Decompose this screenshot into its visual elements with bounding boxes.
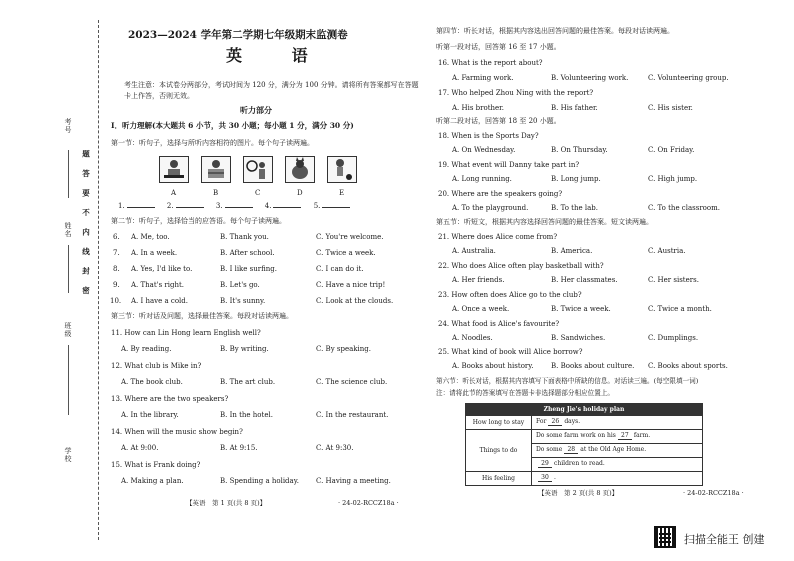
blank-29[interactable]: 29	[538, 461, 552, 468]
section-1-title: Ⅰ．听力理解(本大题共 6 小节，共 30 小题；每小题 1 分，满分 30 分)	[111, 121, 354, 130]
q7-option-c[interactable]: C. Twice a week.	[316, 249, 376, 257]
picture-e	[327, 156, 357, 183]
exam-notice: 考生注意：本试卷分两部分，考试时间为 120 分，满分为 100 分钟。请将所有答案都写在答题卡上作答，否则无效。	[124, 81, 419, 100]
q24-option-b[interactable]: B. Sandwiches.	[551, 334, 606, 342]
q11-question: 11. How can Lin Hong learn English well?	[111, 329, 261, 337]
q12-question: 12. What club is Mike in?	[111, 362, 202, 370]
farm-text: farm.	[633, 432, 651, 439]
q22-question: 22. Who does Alice often play basketball with?	[438, 262, 604, 270]
seal-dash-line	[98, 20, 99, 540]
q12-option-a[interactable]: A. The book club.	[121, 378, 183, 386]
blank-30[interactable]: 30	[538, 475, 552, 482]
q10-option-b[interactable]: B. It's sunny.	[220, 297, 266, 305]
q25-question: 25. What kind of book will Alice borrow?	[438, 348, 583, 356]
q15-option-a[interactable]: A. Making a plan.	[121, 477, 184, 485]
q17-option-a[interactable]: A. His brother.	[452, 104, 504, 112]
q23-question: 23. How often does Alice go to the club?	[438, 291, 582, 299]
q6-option-c[interactable]: C. You're welcome.	[316, 233, 384, 241]
q23-option-a[interactable]: A. Once a week.	[452, 305, 510, 313]
picture-c	[243, 156, 273, 183]
q13-question: 13. Where are the two speakers?	[111, 395, 229, 403]
q19-question: 19. What event will Danny take part in?	[438, 161, 580, 169]
q9-option-b[interactable]: B. Let's go.	[220, 281, 260, 289]
q15-option-b[interactable]: B. Spending a holiday.	[220, 477, 299, 485]
row-things-2	[532, 444, 703, 458]
q13-option-a[interactable]: A. In the library.	[121, 411, 179, 419]
days-text: days.	[564, 418, 581, 425]
footer-page-2: 【英语 第 2 页(共 8 页)】	[538, 489, 619, 497]
part-4-instruction: 第四节：听长对话，根据其内容选出回答问题的最佳答案。每段对话读两遍。	[436, 27, 674, 35]
answer-blanks-1-5	[118, 203, 352, 210]
q11-option-b[interactable]: B. By writing.	[220, 345, 269, 353]
q16-option-a[interactable]: A. Farming work.	[452, 74, 514, 82]
q18-option-c[interactable]: C. On Friday.	[648, 146, 695, 154]
q15-option-c[interactable]: C. Having a meeting.	[316, 477, 391, 485]
scanner-watermark: 扫描全能王 创建	[684, 533, 765, 546]
q18-question: 18. When is the Sports Day?	[438, 132, 539, 140]
q25-option-c[interactable]: C. Books about sports.	[648, 362, 728, 370]
q25-option-a[interactable]: A. Books about history.	[452, 362, 534, 370]
q20-option-c[interactable]: C. To the classroom.	[648, 204, 720, 212]
row-things-label: Things to do	[466, 430, 532, 472]
seal-line-text: 题答要不内线封密	[81, 150, 91, 306]
q8-number: 8.	[113, 265, 120, 273]
qr-code-icon	[654, 526, 676, 548]
q21-option-c[interactable]: C. Austria.	[648, 247, 686, 255]
q9-number: 9.	[113, 281, 120, 289]
old-age-home-text: at the Old Age Home.	[580, 446, 647, 453]
q20-question: 20. Where are the speakers going?	[438, 190, 563, 198]
q18-option-b[interactable]: B. On Thursday.	[551, 146, 608, 154]
q20-option-a[interactable]: A. To the playground.	[452, 204, 529, 212]
q24-option-a[interactable]: A. Noodles.	[452, 334, 493, 342]
q13-option-c[interactable]: C. In the restaurant.	[316, 411, 389, 419]
q8-option-c[interactable]: C. I can do it.	[316, 265, 364, 273]
q14-option-c[interactable]: C. At 9:30.	[316, 444, 354, 452]
table-title: Zheng Jie's holiday plan	[466, 404, 703, 416]
q14-option-a[interactable]: A. At 9:00.	[121, 444, 159, 452]
picture-label-a: A	[171, 189, 177, 197]
q17-question: 17. Who helped Zhou Ning with the report?	[438, 89, 594, 97]
row-how-long-value	[532, 416, 703, 430]
q22-option-a[interactable]: A. Her friends.	[452, 276, 505, 284]
q11-option-c[interactable]: C. By speaking.	[316, 345, 371, 353]
for-text: For	[536, 418, 547, 425]
q14-option-b[interactable]: B. At 9:15.	[220, 444, 258, 452]
q9-option-a[interactable]: A. That's right.	[131, 281, 185, 289]
q17-option-b[interactable]: B. His father.	[551, 104, 598, 112]
row-things-1	[532, 430, 703, 444]
q16-option-b[interactable]: B. Volunteering work.	[551, 74, 629, 82]
q24-option-c[interactable]: C. Dumplings.	[648, 334, 699, 342]
picture-b	[201, 156, 231, 183]
do-some-text: Do some	[536, 446, 563, 453]
blank-5[interactable]	[322, 207, 350, 208]
blank-26[interactable]: 26	[548, 419, 562, 426]
part-1-instruction: 第一节：听句子，选择与所听内容相符的图片。每个句子读两遍。	[111, 139, 314, 147]
picture-d	[285, 156, 315, 183]
class-line	[68, 345, 69, 415]
blank-1-label: 1.	[118, 202, 125, 210]
blank-28[interactable]: 28	[564, 447, 578, 454]
dialogue-1-note: 听第一段对话，回答第 16 至 17 小题。	[436, 43, 561, 51]
listening-part-title: 听力部分	[240, 105, 272, 115]
q16-question: 16. What is the report about?	[438, 59, 543, 67]
picture-a	[159, 156, 189, 183]
q10-number: 10.	[110, 297, 122, 305]
row-things-3	[532, 458, 703, 472]
q7-option-b[interactable]: B. After school.	[220, 249, 275, 257]
q10-option-a[interactable]: A. I have a cold.	[131, 297, 188, 305]
row-how-long-label: How long to stay	[466, 416, 532, 430]
blank-3[interactable]	[225, 207, 253, 208]
holiday-plan-table	[465, 403, 703, 486]
q23-option-b[interactable]: B. Twice a week.	[551, 305, 611, 313]
picture-label-d: D	[297, 189, 303, 197]
q24-question: 24. What food is Alice's favourite?	[438, 320, 560, 328]
q7-option-a[interactable]: A. In a week.	[131, 249, 178, 257]
picture-label-b: B	[213, 189, 219, 197]
q19-option-a[interactable]: A. Long running.	[452, 175, 512, 183]
subject-title: 英 语	[226, 46, 330, 65]
q6-number: 6.	[113, 233, 120, 241]
blank-5-label: 5.	[313, 202, 321, 210]
part-6-note: 注：请将此节的答案填写在答题卡非选择题部分相应位置上。	[436, 389, 615, 397]
exam-title: 2023—2024 学年第二学期七年级期末监测卷	[128, 29, 348, 41]
q20-option-b[interactable]: B. To the lab.	[551, 204, 598, 212]
q18-option-a[interactable]: A. On Wednesday.	[452, 146, 516, 154]
binding-strip	[0, 0, 110, 561]
q22-option-c[interactable]: C. Her sisters.	[648, 276, 699, 284]
part-2-instruction: 第二节：听句子，选择恰当的应答语。每个句子读两遍。	[111, 217, 286, 225]
picture-label-e: E	[339, 189, 345, 197]
q7-number: 7.	[113, 249, 120, 257]
dialogue-2-note: 听第二段对话，回答第 18 至 20 小题。	[436, 117, 561, 125]
period-text: .	[554, 474, 556, 481]
q8-option-b[interactable]: B. I like surfing.	[220, 265, 278, 273]
exam-number-line	[68, 150, 69, 198]
picture-label-c: C	[255, 189, 261, 197]
blank-2-label: 2.	[166, 202, 174, 210]
exam-number-label: 考号	[64, 118, 72, 134]
blank-2[interactable]	[176, 207, 204, 208]
part-3-instruction: 第三节：听对话及问题，选择最佳答案。每段对话读两遍。	[111, 312, 293, 320]
q22-option-b[interactable]: B. Her classmates.	[551, 276, 618, 284]
blank-27[interactable]: 27	[618, 433, 632, 440]
footer-code-2: · 24-02-RCCZ18a ·	[683, 489, 744, 497]
q9-option-c[interactable]: C. Have a nice trip!	[316, 281, 386, 289]
class-label: 班级	[64, 322, 72, 338]
q15-question: 15. What is Frank doing?	[111, 461, 201, 469]
footer-page-1: 【英语 第 1 页(共 8 页)】	[186, 499, 267, 507]
row-feeling-value	[532, 472, 703, 486]
q21-option-b[interactable]: B. America.	[551, 247, 593, 255]
q23-option-c[interactable]: C. Twice a month.	[648, 305, 712, 313]
q8-option-a[interactable]: A. Yes, I'd like to.	[131, 265, 193, 273]
row-feeling-label: His feeling	[466, 472, 532, 486]
blank-4-label: 4.	[264, 202, 272, 210]
blank-3-label: 3.	[215, 202, 223, 210]
q25-option-b[interactable]: B. Books about culture.	[551, 362, 635, 370]
part-5-instruction: 第五节：听短文，根据其内容选择回答问题的最佳答案。短文读两遍。	[436, 218, 653, 226]
q19-option-b[interactable]: B. Long jump.	[551, 175, 601, 183]
q6-option-a[interactable]: A. Me, too.	[131, 233, 170, 241]
q16-option-c[interactable]: C. Volunteering group.	[648, 74, 729, 82]
blank-4[interactable]	[273, 207, 301, 208]
name-line	[68, 245, 69, 293]
q6-option-b[interactable]: B. Thank you.	[220, 233, 269, 241]
q12-option-b[interactable]: B. The art club.	[220, 378, 276, 386]
q10-option-c[interactable]: C. Look at the clouds.	[316, 297, 394, 305]
school-label: 学校	[64, 447, 72, 463]
q12-option-c[interactable]: C. The science club.	[316, 378, 388, 386]
q11-option-a[interactable]: A. By reading.	[121, 345, 172, 353]
q17-option-c[interactable]: C. His sister.	[648, 104, 693, 112]
part-6-instruction: 第六节：听长对话，根据其内容填写下面表格中所缺的信息。对话读三遍。(每空限填一词)	[436, 377, 699, 385]
farm-work-text: Do some farm work on his	[536, 432, 616, 439]
q14-question: 14. When will the music show begin?	[111, 428, 243, 436]
blank-1[interactable]	[127, 207, 155, 208]
q21-option-a[interactable]: A. Australia.	[452, 247, 496, 255]
children-read-text: children to read.	[554, 460, 605, 467]
name-label: 姓名	[64, 222, 72, 238]
q19-option-c[interactable]: C. High jump.	[648, 175, 698, 183]
q21-question: 21. Where does Alice come from?	[438, 233, 558, 241]
footer-code-1: · 24-02-RCCZ18a ·	[338, 499, 399, 507]
q13-option-b[interactable]: B. In the hotel.	[220, 411, 273, 419]
